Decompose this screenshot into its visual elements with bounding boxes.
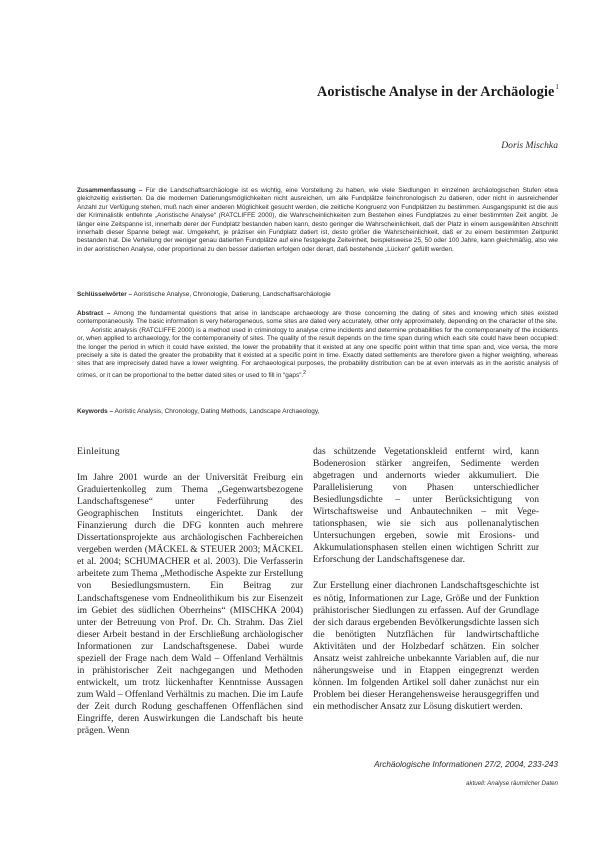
schluesselwoerter-label: Schlüsselwörter – [77,291,133,298]
keywords-text: Aoristic Analysis, Chronology, Dating Methods, Landscape Archaeology, [113,408,320,415]
body-column-right [313,446,539,713]
zusammenfassung [77,187,558,254]
journal-citation: Archäologische Informationen 27/2, 2004, 233-243 [374,760,558,769]
body-column-left [77,446,303,737]
author-name: Doris Mischka [501,140,558,151]
article-title [317,83,559,101]
series-note: aktuell: Analyse räumlicher Daten [466,780,558,787]
schluesselwoerter-text: Aoristische Analyse, Chronologie, Datierung, Landschaftsarchäologie [132,291,331,298]
abstract-text-2: Aoristic analysis (RATCLIFFE 2000) is a method used in criminology to analyse crime incidents and determine probabilities for the contemporaneity of the incidents or, when applied to archaeology, for the contemporaneity of sites. The quality of the result depends on the time span during which each site could have been occupied: the longer the period in which it could have existed, the lower the probability that it existed at any one specific point within that time span and, vice versa, the more precisely a site is dated the greater the probability that it existed at a specific point in time. Exactly dated settlements are therefore given a higher weighting, whereas sites that are imprecisely dated have a lower weighting. For archaeological purposes, the probability distribution can be at even intervals as in the aoristic analysis of crimes, or it can be proportional to the better dated sites or used to fill in “gaps”. [77,326,558,379]
abstract-label: Abstract – [77,310,111,317]
keywords-en [77,408,558,416]
abstract-text-1: Among the fundamental questions that arise in landscape archaeology are those concerning the dating of sites and knowing which sites existed contemporaneously. The basic information is very heterogeneous, some sites are dated very accurately, other only approximately, depending on the character of the site. [77,310,558,326]
body-paragraph: Im Jahre 2001 wurde an der Universität Freiburg ein Graduiertenkolleg zum Thema „Gegenwartsbezogene Landschaftsgenese“ unter Federführung des Geographischen Instituts eingerichtet. Dank der Finanzierung durch die DFG konnten auch mehrere Dissertationsprojekte aus archäologischen Fachbereichen vergeben werden (MÄCKEL & STEUER 2003; MÄCKEL et al. 2004; SCHUMACHER et al. 2003). Die Verfasserin arbeitete zum Thema „Methodische Aspekte zur Erstellung von Besiedlungsmustern. Ein Beitrag zur Landschaftsgenese vom Endneolithikum bis zur Eisenzeit im Gebiet des südlichen Oberrheins“ (MISCHKA 2004) unter der Betreuung von Prof. Dr. Ch. Strahm. Das Ziel dieser Arbeit bestand in der Erschließung archäologischer Informationen zur Landschaftsgenese. Dabei wurde speziell der Frage nach dem Wald – Offenland Verhältnis in prähistorischer Zeit nachgegangen und Methoden entwickelt, um trotz lückenhafter Kenntnisse Aussagen zum Wald – Offenland Verhältnis zu machen. Die im Laufe der Zeit durch Rodung geschaffenen Offenflächen sind Eingriffe, deren Auswirkungen die Landschaft bis heute prägen. Wenn [77,473,303,737]
zusammenfassung-text: Für die Landschaftsarchäologie ist es wichtig, eine Vorstellung zu haben, wie viele Siedlungen in einzelnen archäologischen Stufen etwa gleichzeitig existierten. Da die modernen Datierungsmöglichkeiten nicht ausreichen, um alle Fundplätze feinchronologisch zu datieren, oder nicht in ausreichender Anzahl zur Verfügung stehen, muß nach einer anderen Möglichkeit gesucht werden, die zeitliche Kongruenz von Fundplätzen zu bestimmen. Ausgangspunkt ist die aus der Kriminalistik entlehnte „Aoristische Analyse“ (RATCLIFFE 2000), die Wahrscheinlichkeiten zum Bestehen eines Fundplatzes zu einer bestimmten Zeit angibt. Je länger eine Zeitspanne ist, innerhalb derer der Fundplatz bestanden haben kann, desto geringer die Wahrscheinlichkeit, daß der Platz in einem ausgewählten Abschnitt innerhalb dieser Spanne belegt war. Umgekehrt, je präziser ein Fundplatz datiert ist, desto größer die Wahrscheinlichkeit, daß er zu einem bestimmten Zeitpunkt bestanden hat. Die Verteilung der weniger genau datierten Fundplätze auf eine festgelegte Zeiteinheit, beispielsweise 25, 50 oder 100 Jahre, kann gleichmäßig, also wie in der aoristischen Analyse, oder proportional zu den besser datierten erfolgen oder derart, daß bestehende „Lücken“ gefüllt werden. [77,187,558,253]
abstract-en [77,310,558,380]
section-heading: Einleitung [77,446,120,457]
abstract-footnote-marker: 2 [303,369,306,376]
title-text: Aoristische Analyse in der Archäologie [317,84,555,100]
body-paragraph: das schützende Vegetationskleid entfernt wird, kann Bodenerosion stärker angreifen, Sedimente werden abgetragen und andernorts wieder akkumuliert. Die Parallelisierung von Phasen unterschiedlicher Besiedlungsdichte – unter Berücksichtigung von Wirtschaftsweise und Anbautechniken – mit Vegetationsphasen, wie sie sich aus pollenanalytischen Untersuchungen ergeben, sowie mit Erosions- und Akkumulationsphasen stellen einen wichtigen Schritt zur Erforschung der Landschaftsgenese dar. [313,447,539,566]
body-paragraph: Zur Erstellung einer diachronen Landschaftsgeschichte ist es nötig, Informationen zur Lage, Größe und der Funktion prähistorischer Siedlungen zu erfassen. Auf der Grundlage der sich daraus ergebenden Bevölkerungsdichte lassen sich die benötigten Nutzflächen für landwirtschaftliche Aktivitäten und der Holzbedarf schätzen. Ein solcher Ansatz weist zahlreiche unbekannte Variablen auf, die nur näherungsweise und in Etappen eingegrenzt werden können. Im folgenden Artikel soll daher zunächst nur ein Problem bei dieser Herangehensweise herausgegriffen und ein methodischer Ansatz zur Lösung diskutiert werden. [313,581,539,712]
keywords-label: Keywords – [77,408,114,415]
zusammenfassung-label: Zusammenfassung – [77,187,143,194]
title-footnote-marker: 1 [555,83,559,91]
schluesselwoerter [77,291,558,299]
